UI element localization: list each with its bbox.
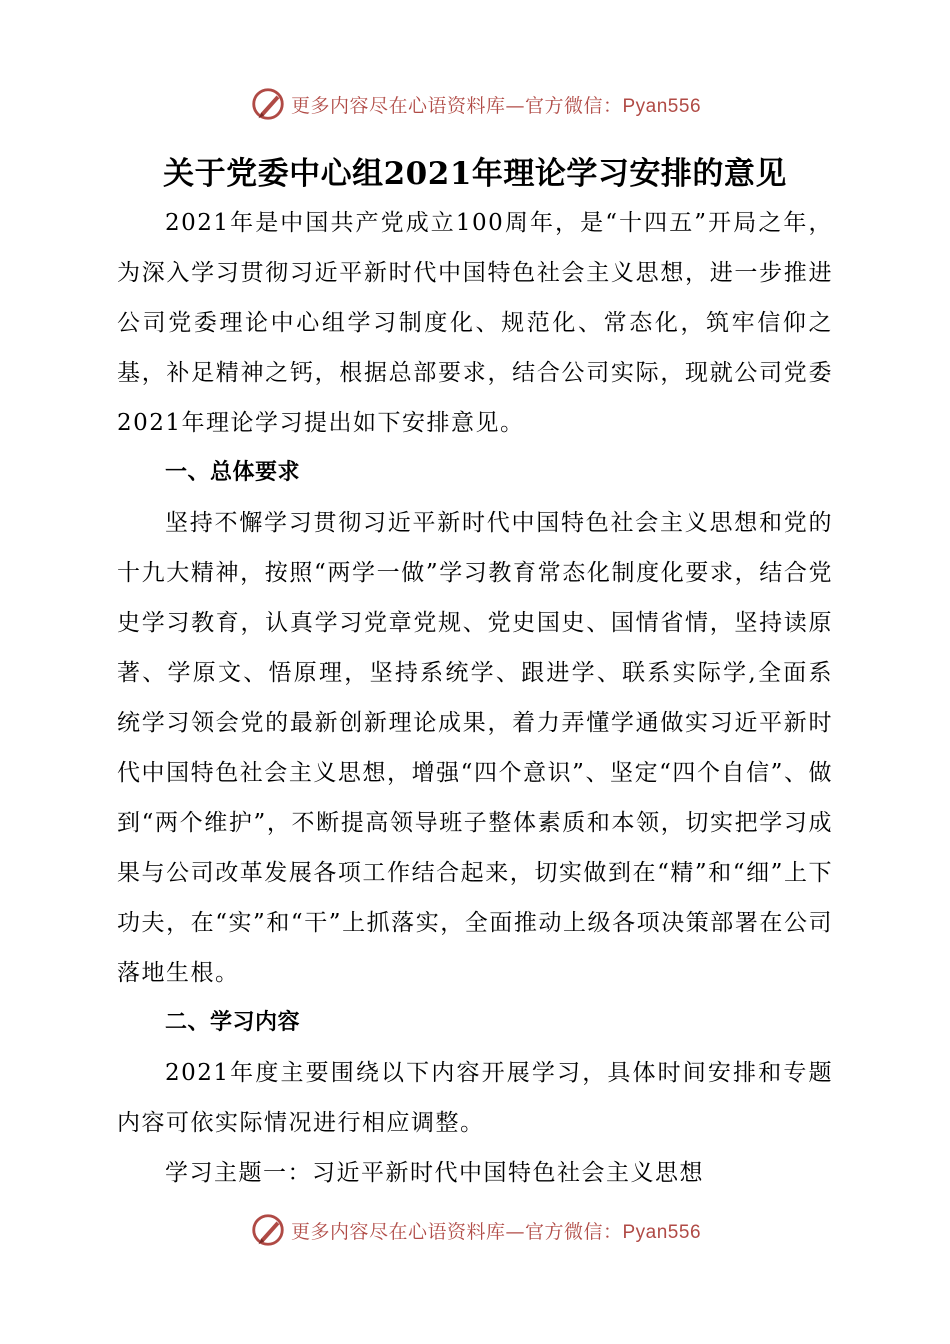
watermark-footer: [0, 1210, 950, 1250]
watermark-text: 更多内容尽在心语资料库—官方微信：Pyan556: [290, 94, 702, 117]
section-heading-requirements: 一、总体要求: [165, 460, 301, 485]
pen-seal-logo-icon: [249, 85, 287, 123]
requirements-paragraph: 坚持不懈学习贯彻习近平新时代中国特色社会主义思想和党的十九大精神，按照“两学一做”学习教育常态化制度化要求，结合党史学习教育，认真学习党章党规、党史国史、国情省情，坚持读原著、学原文、悟原理，坚持系统学、跟进学、联系实际学,全面系统学习领会党的最新创新理论成果，着力弄懂学通做实习近平新时代中国特色社会主义思想，增强“四个意识”、坚定“四个自信”、做到“两个维护”，不断提高领导班子整体素质和本领，切实把学习成果与公司改革发展各项工作结合起来，切实做到在“精”和“细”上下功夫，在“实”和“干”上抓落实，全面推动上级各项决策部署在公司落地生根。: [117, 510, 833, 986]
document-title: 关于党委中心组2021年理论学习安排的意见: [163, 156, 787, 192]
watermark-header: [0, 84, 950, 124]
watermark-text: 更多内容尽在心语资料库—官方微信：Pyan556: [290, 1220, 702, 1243]
intro-paragraph: 2021年是中国共产党成立100周年，是“十四五”开局之年，为深入学习贯彻习近平新时代中国特色社会主义思想，进一步推进公司党委理论中心组学习制度化、规范化、常态化，筑牢信仰之基，补足精神之钙，根据总部要求，结合公司实际，现就公司党委2021年理论学习提出如下安排意见。: [117, 210, 833, 436]
section-heading-content: 二、学习内容: [165, 1010, 301, 1035]
content-paragraph: 2021年度主要围绕以下内容开展学习，具体时间安排和专题内容可依实际情况进行相应调整。: [117, 1060, 833, 1136]
pen-seal-logo-icon: [249, 1211, 287, 1249]
topic-one-line: 学习主题一：习近平新时代中国特色社会主义思想: [165, 1160, 704, 1186]
document-body: [117, 198, 833, 1198]
